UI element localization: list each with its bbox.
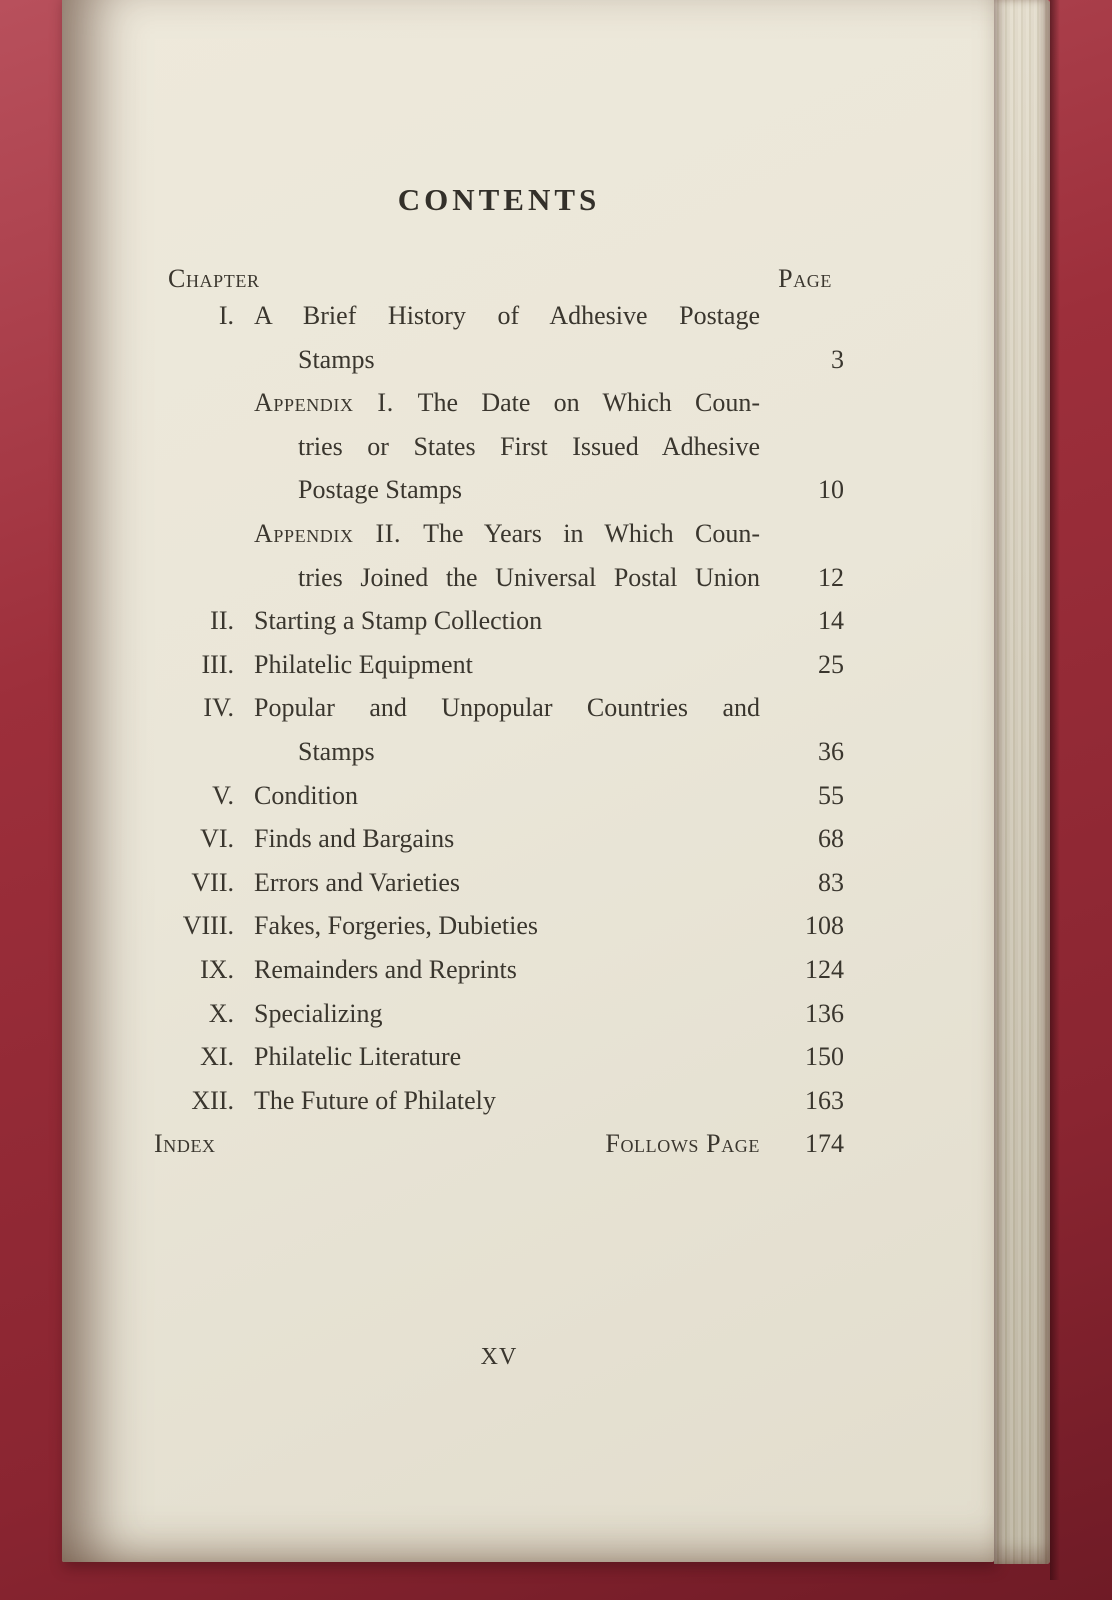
toc-page-number: 124 xyxy=(805,954,844,984)
toc-page-number xyxy=(760,686,844,730)
toc-page-number xyxy=(760,425,844,469)
toc-entry-text xyxy=(254,468,760,512)
follows-page-label: Follows Page xyxy=(605,1129,760,1159)
toc-page-number: 10 xyxy=(818,475,844,505)
toc-text: Specializing xyxy=(254,998,383,1028)
toc-text: Fakes, Forgeries, Dubieties xyxy=(254,911,539,941)
toc-text: Philatelic Equipment xyxy=(254,649,473,679)
toc-page-number: 25 xyxy=(818,649,844,679)
book-page-edges xyxy=(994,0,1050,1564)
toc-text: tries Joined the Universal Postal Union xyxy=(298,562,760,592)
toc-roman-numeral: II. xyxy=(210,606,234,636)
toc-page-number: 163 xyxy=(805,1085,844,1115)
toc-entry-text xyxy=(254,381,760,425)
toc-page-number xyxy=(760,294,844,338)
toc-text: The Date on Which Coun- xyxy=(417,388,760,418)
toc-text: The Future of Philately xyxy=(254,1085,496,1115)
toc-line xyxy=(154,686,844,730)
toc-text: tries or States First Issued Adhesive xyxy=(298,431,760,461)
toc-entry-text xyxy=(254,425,760,469)
toc-text: Finds and Bargains xyxy=(254,824,455,854)
book-page xyxy=(62,0,994,1562)
toc-entry-text xyxy=(254,904,760,948)
toc-roman-numeral: XII. xyxy=(191,1085,234,1115)
toc-roman-numeral: XI. xyxy=(200,1042,234,1072)
toc-page-number: 108 xyxy=(805,911,844,941)
toc-roman-numeral xyxy=(154,338,234,382)
toc-entry-text xyxy=(254,512,760,556)
toc-smallcaps-text: Appendix II. xyxy=(254,518,424,548)
toc-list xyxy=(154,294,844,1122)
toc-line xyxy=(154,948,844,992)
toc-entry-text xyxy=(254,1079,760,1123)
toc-header xyxy=(154,264,844,294)
toc-page-number: 83 xyxy=(818,867,844,897)
toc-entry-text xyxy=(254,1035,760,1079)
toc-roman-numeral: IV. xyxy=(203,693,234,723)
page-title: CONTENTS xyxy=(397,182,601,217)
contents-page xyxy=(154,0,844,1370)
toc-line xyxy=(154,861,844,905)
toc-entry-text xyxy=(254,992,760,1036)
index-page-number: 174 xyxy=(805,1129,844,1159)
toc-smallcaps-text: Appendix I. xyxy=(254,388,418,418)
toc-entry-text xyxy=(254,861,760,905)
page-column-label: Page xyxy=(778,264,832,293)
toc-line xyxy=(154,774,844,818)
toc-page-number xyxy=(760,381,844,425)
toc-page-number: 14 xyxy=(818,606,844,636)
toc-line xyxy=(154,381,844,425)
toc-roman-numeral xyxy=(154,556,234,600)
toc-roman-numeral: VI. xyxy=(200,824,234,854)
toc-text: The Years in Which Coun- xyxy=(423,518,761,548)
toc-line xyxy=(154,992,844,1036)
toc-line xyxy=(154,817,844,861)
toc-entry-text xyxy=(254,774,760,818)
toc-line xyxy=(154,468,844,512)
toc-roman-numeral: X. xyxy=(208,998,234,1028)
toc-page-number: 55 xyxy=(818,780,844,810)
toc-entry-text xyxy=(254,294,760,338)
toc-text: Philatelic Literature xyxy=(254,1042,462,1072)
toc-entry-text xyxy=(254,338,760,382)
toc-text: Remainders and Reprints xyxy=(254,954,517,984)
toc-page-number: 3 xyxy=(831,344,844,374)
toc-line xyxy=(154,643,844,687)
toc-text: Stamps xyxy=(298,736,375,766)
toc-entry-text xyxy=(254,686,760,730)
toc-line xyxy=(154,904,844,948)
toc-line xyxy=(154,338,844,382)
toc-text: Popular and Unpopular Countries and xyxy=(254,693,760,723)
toc-page-number xyxy=(760,512,844,556)
toc-line xyxy=(154,294,844,338)
toc-entry-text xyxy=(254,556,760,600)
chapter-column-label: Chapter xyxy=(168,264,260,293)
toc-text: Starting a Stamp Collection xyxy=(254,606,543,636)
toc-line xyxy=(154,1035,844,1079)
toc-roman-numeral xyxy=(154,468,234,512)
toc-page-number: 36 xyxy=(818,736,844,766)
toc-roman-numeral xyxy=(154,425,234,469)
toc-text: Postage Stamps xyxy=(298,475,462,505)
toc-entry-text xyxy=(254,948,760,992)
toc-page-number: 12 xyxy=(818,562,844,592)
index-label: Index xyxy=(154,1129,216,1159)
toc-roman-numeral xyxy=(154,381,234,425)
toc-roman-numeral xyxy=(154,730,234,774)
toc-roman-numeral: VIII. xyxy=(182,911,234,941)
toc-line xyxy=(154,1079,844,1123)
toc-roman-numeral xyxy=(154,512,234,556)
toc-text: Stamps xyxy=(298,344,375,374)
toc-entry-text xyxy=(254,643,760,687)
toc-roman-numeral: IX. xyxy=(200,954,234,984)
cover-page-seam xyxy=(1050,0,1060,1580)
toc-entry-text xyxy=(254,730,760,774)
toc-line xyxy=(154,425,844,469)
toc-roman-numeral: VII. xyxy=(191,867,234,897)
toc-roman-numeral: I. xyxy=(218,301,234,330)
toc-line xyxy=(154,599,844,643)
toc-entry-text xyxy=(254,599,760,643)
toc-entry-text xyxy=(254,817,760,861)
folio-page-number: XV xyxy=(480,1344,518,1370)
toc-line xyxy=(154,730,844,774)
toc-text: Condition xyxy=(254,780,359,810)
toc-text: Errors and Varieties xyxy=(254,867,461,897)
toc-line xyxy=(154,556,844,600)
toc-roman-numeral: III. xyxy=(201,649,234,679)
toc-page-number: 150 xyxy=(805,1042,844,1072)
toc-roman-numeral: V. xyxy=(212,780,234,810)
toc-page-number: 136 xyxy=(805,998,844,1028)
toc-page-number: 68 xyxy=(818,824,844,854)
index-row xyxy=(154,1122,844,1166)
toc-line xyxy=(154,512,844,556)
toc-text: A Brief History of Adhesive Postage xyxy=(254,301,760,330)
